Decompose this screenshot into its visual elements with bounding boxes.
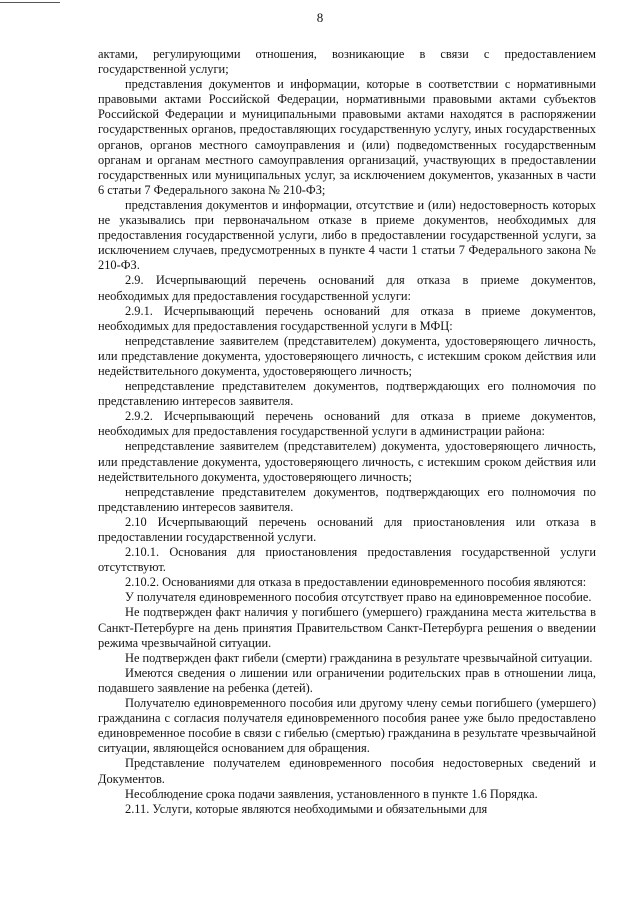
document-body [98, 47, 596, 817]
paragraph: непредставление заявителем (представителем) документа, удостоверяющего личность, или представление документа, удостоверяющего личность, с истекшим сроком действия или недействительного документа, удостоверяющего личность; [98, 439, 596, 484]
paragraph: 2.10 Исчерпывающий перечень оснований для приостановления или отказа в предоставлении государственной услуги. [98, 514, 596, 544]
paragraph: Имеются сведения о лишении или ограничении родительских прав в отношении лица, подавшего заявление на ребенка (детей). [98, 665, 596, 695]
paragraph: Не подтвержден факт наличия у погибшего (умершего) гражданина места жительства в Санкт-Петербурге на день принятия Правительством Санкт-Петербурга решения о введении режима чрезвычайной ситуации. [98, 605, 596, 650]
page-number: 8 [316, 10, 324, 25]
paragraph: Не подтвержден факт гибели (смерти) гражданина в результате чрезвычайной ситуации. [125, 650, 593, 665]
paragraph: 2.9.1. Исчерпывающий перечень оснований для отказа в приеме документов, необходимых для предоставления государственной услуги в МФЦ: [98, 303, 596, 333]
paragraph: актами, регулирующими отношения, возникающие в связи с предоставлением государственной услуги; [98, 47, 596, 77]
paragraph: представления документов и информации, которые в соответствии с нормативными правовыми актами Российской Федерации, нормативными правовыми актами субъектов Российской Федерации и муниципальными правовыми актами находятся в распоряжении государственных органов, предоставляющих государственную услугу, иных государственных органов, органов местного самоуправления и (или) подведомственных государственным органам и органам местного самоуправления организаций, участвующих в предоставлении государственных или муниципальных услуг, за исключением документов, указанных в части 6 статьи 7 Федерального закона № 210-ФЗ; [98, 77, 596, 197]
paragraph: представления документов и информации, отсутствие и (или) недостоверность которых не указывались при первоначальном отказе в приеме документов, необходимых для предоставления государственной услуги, либо в предоставлении государственной услуги, за исключением случаев, предусмотренных в пункте 4 части 1 статьи 7 Федерального закона № 210-ФЗ. [98, 197, 596, 273]
paragraph: Представление получателем единовременного пособия недостоверных сведений и Документов. [98, 756, 596, 786]
paragraph: Несоблюдение срока подачи заявления, установленного в пункте 1.6 Порядка. [125, 786, 538, 801]
scan-corner-mark [0, 2, 60, 3]
paragraph: 2.9.2. Исчерпывающий перечень оснований для отказа в приеме документов, необходимых для предоставления государственной услуги в администрации района: [98, 409, 596, 439]
paragraph: непредставление заявителем (представителем) документа, удостоверяющего личность, или представление документа, удостоверяющего личность, с истекшим сроком действия или недействительного документа, удостоверяющего личность; [98, 333, 596, 378]
paragraph: 2.10.2. Основаниями для отказа в предоставлении единовременного пособия являются: [125, 575, 587, 590]
paragraph: непредставление представителем документов, подтверждающих его полномочия по представлению интересов заявителя. [98, 484, 596, 514]
paragraph: У получателя единовременного пособия отсутствует право на единовременное пособие. [125, 590, 592, 605]
paragraph: Получателю единовременного пособия или другому члену семьи погибшего (умершего) гражданина с согласия получателя единовременного пособия ранее уже было предоставлено единовременное пособие в связи с гибелью (смертью) гражданина в результате чрезвычайной ситуации, являющейся основанием для обращения. [98, 696, 596, 756]
paragraph: 2.10.1. Основания для приостановления предоставления государственной услуги отсутствуют. [98, 545, 596, 575]
paragraph: 2.9. Исчерпывающий перечень оснований для отказа в приеме документов, необходимых для предоставления государственной услуги: [98, 273, 596, 303]
paragraph: 2.11. Услуги, которые являются необходимыми и обязательными для [125, 801, 488, 816]
paragraph: непредставление представителем документов, подтверждающих его полномочия по представлению интересов заявителя. [98, 379, 596, 409]
